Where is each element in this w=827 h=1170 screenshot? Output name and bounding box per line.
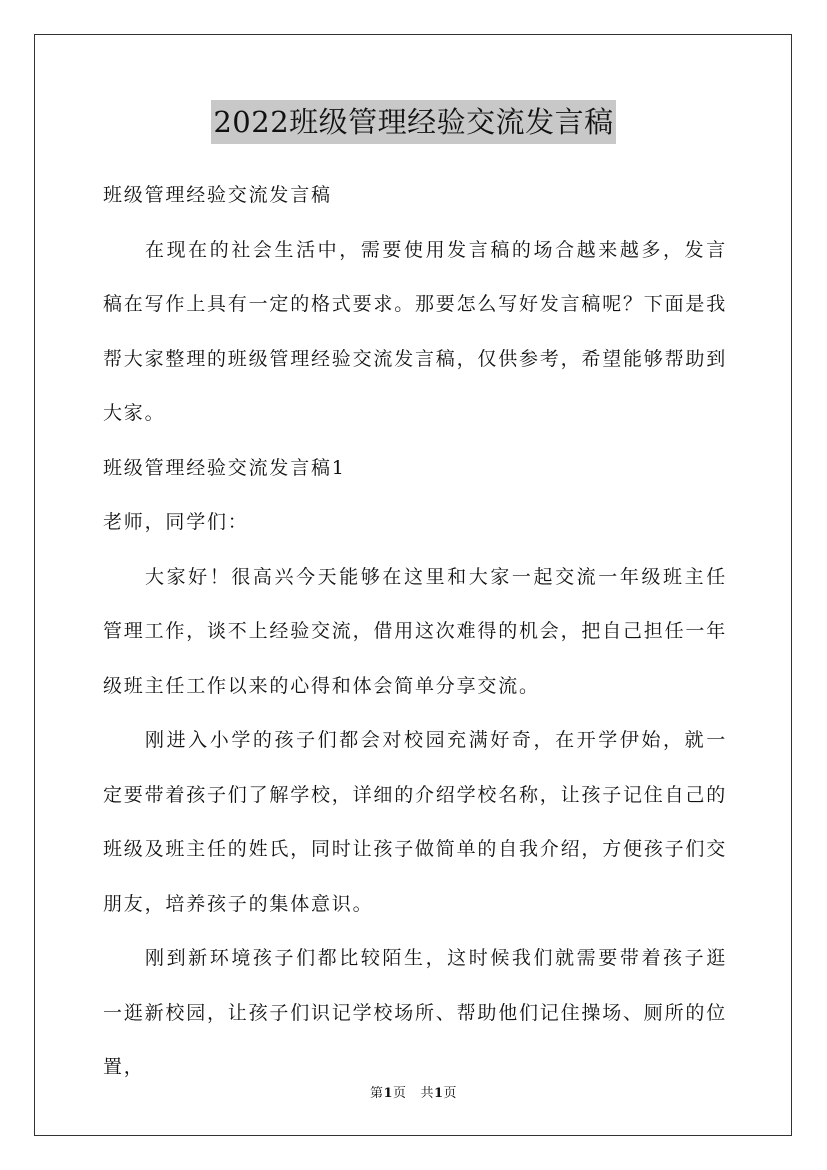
paragraph-subtitle: 班级管理经验交流发言稿 [103,184,332,206]
page-footer [0,1082,827,1101]
footer-page-number: 1 [383,1086,394,1101]
document-title: 2022班级管理经验交流发言稿 [211,100,615,144]
footer-page-suffix: 页 [393,1086,407,1101]
title-container [0,100,827,144]
paragraph-section-heading: 班级管理经验交流发言稿1 [103,456,346,479]
footer-page-prefix: 第 [369,1086,384,1101]
paragraph-salutation: 老师，同学们： [103,511,249,533]
paragraph-intro: 在现在的社会生活中，需要使用发言稿的场合越来越多，发言稿在写作上具有一定的格式要求。那要怎么写好发言稿呢？下面是我帮大家整理的班级管理经验交流发言稿，仅供参考，希望能够帮助到大家。 [103,238,728,424]
paragraph-body-2: 刚到新环境孩子们都比较陌生，这时候我们就需要带着孩子逛一逛新校园，让孩子们识记学校场所、帮助他们记住操场、厕所的位置， [103,947,728,1078]
paragraph-greeting: 大家好！很高兴今天能够在这里和大家一起交流一年级班主任管理工作，谈不上经验交流，借用这次难得的机会，把自己担任一年级班主任工作以来的心得和体会简单分享交流。 [103,565,728,697]
footer-total-number: 1 [433,1086,444,1101]
footer-total-suffix: 页 [443,1086,458,1101]
footer-total-prefix: 共 [420,1086,434,1101]
paragraph-body-1: 刚进入小学的孩子们都会对校园充满好奇，在开学伊始，就一定要带着孩子们了解学校，详细的介绍学校名称，让孩子记住自己的班级及班主任的姓氏，同时让孩子做简单的自我介绍，方便孩子们交朋友，培养孩子的集体意识。 [103,729,728,915]
document-body [103,168,727,1095]
